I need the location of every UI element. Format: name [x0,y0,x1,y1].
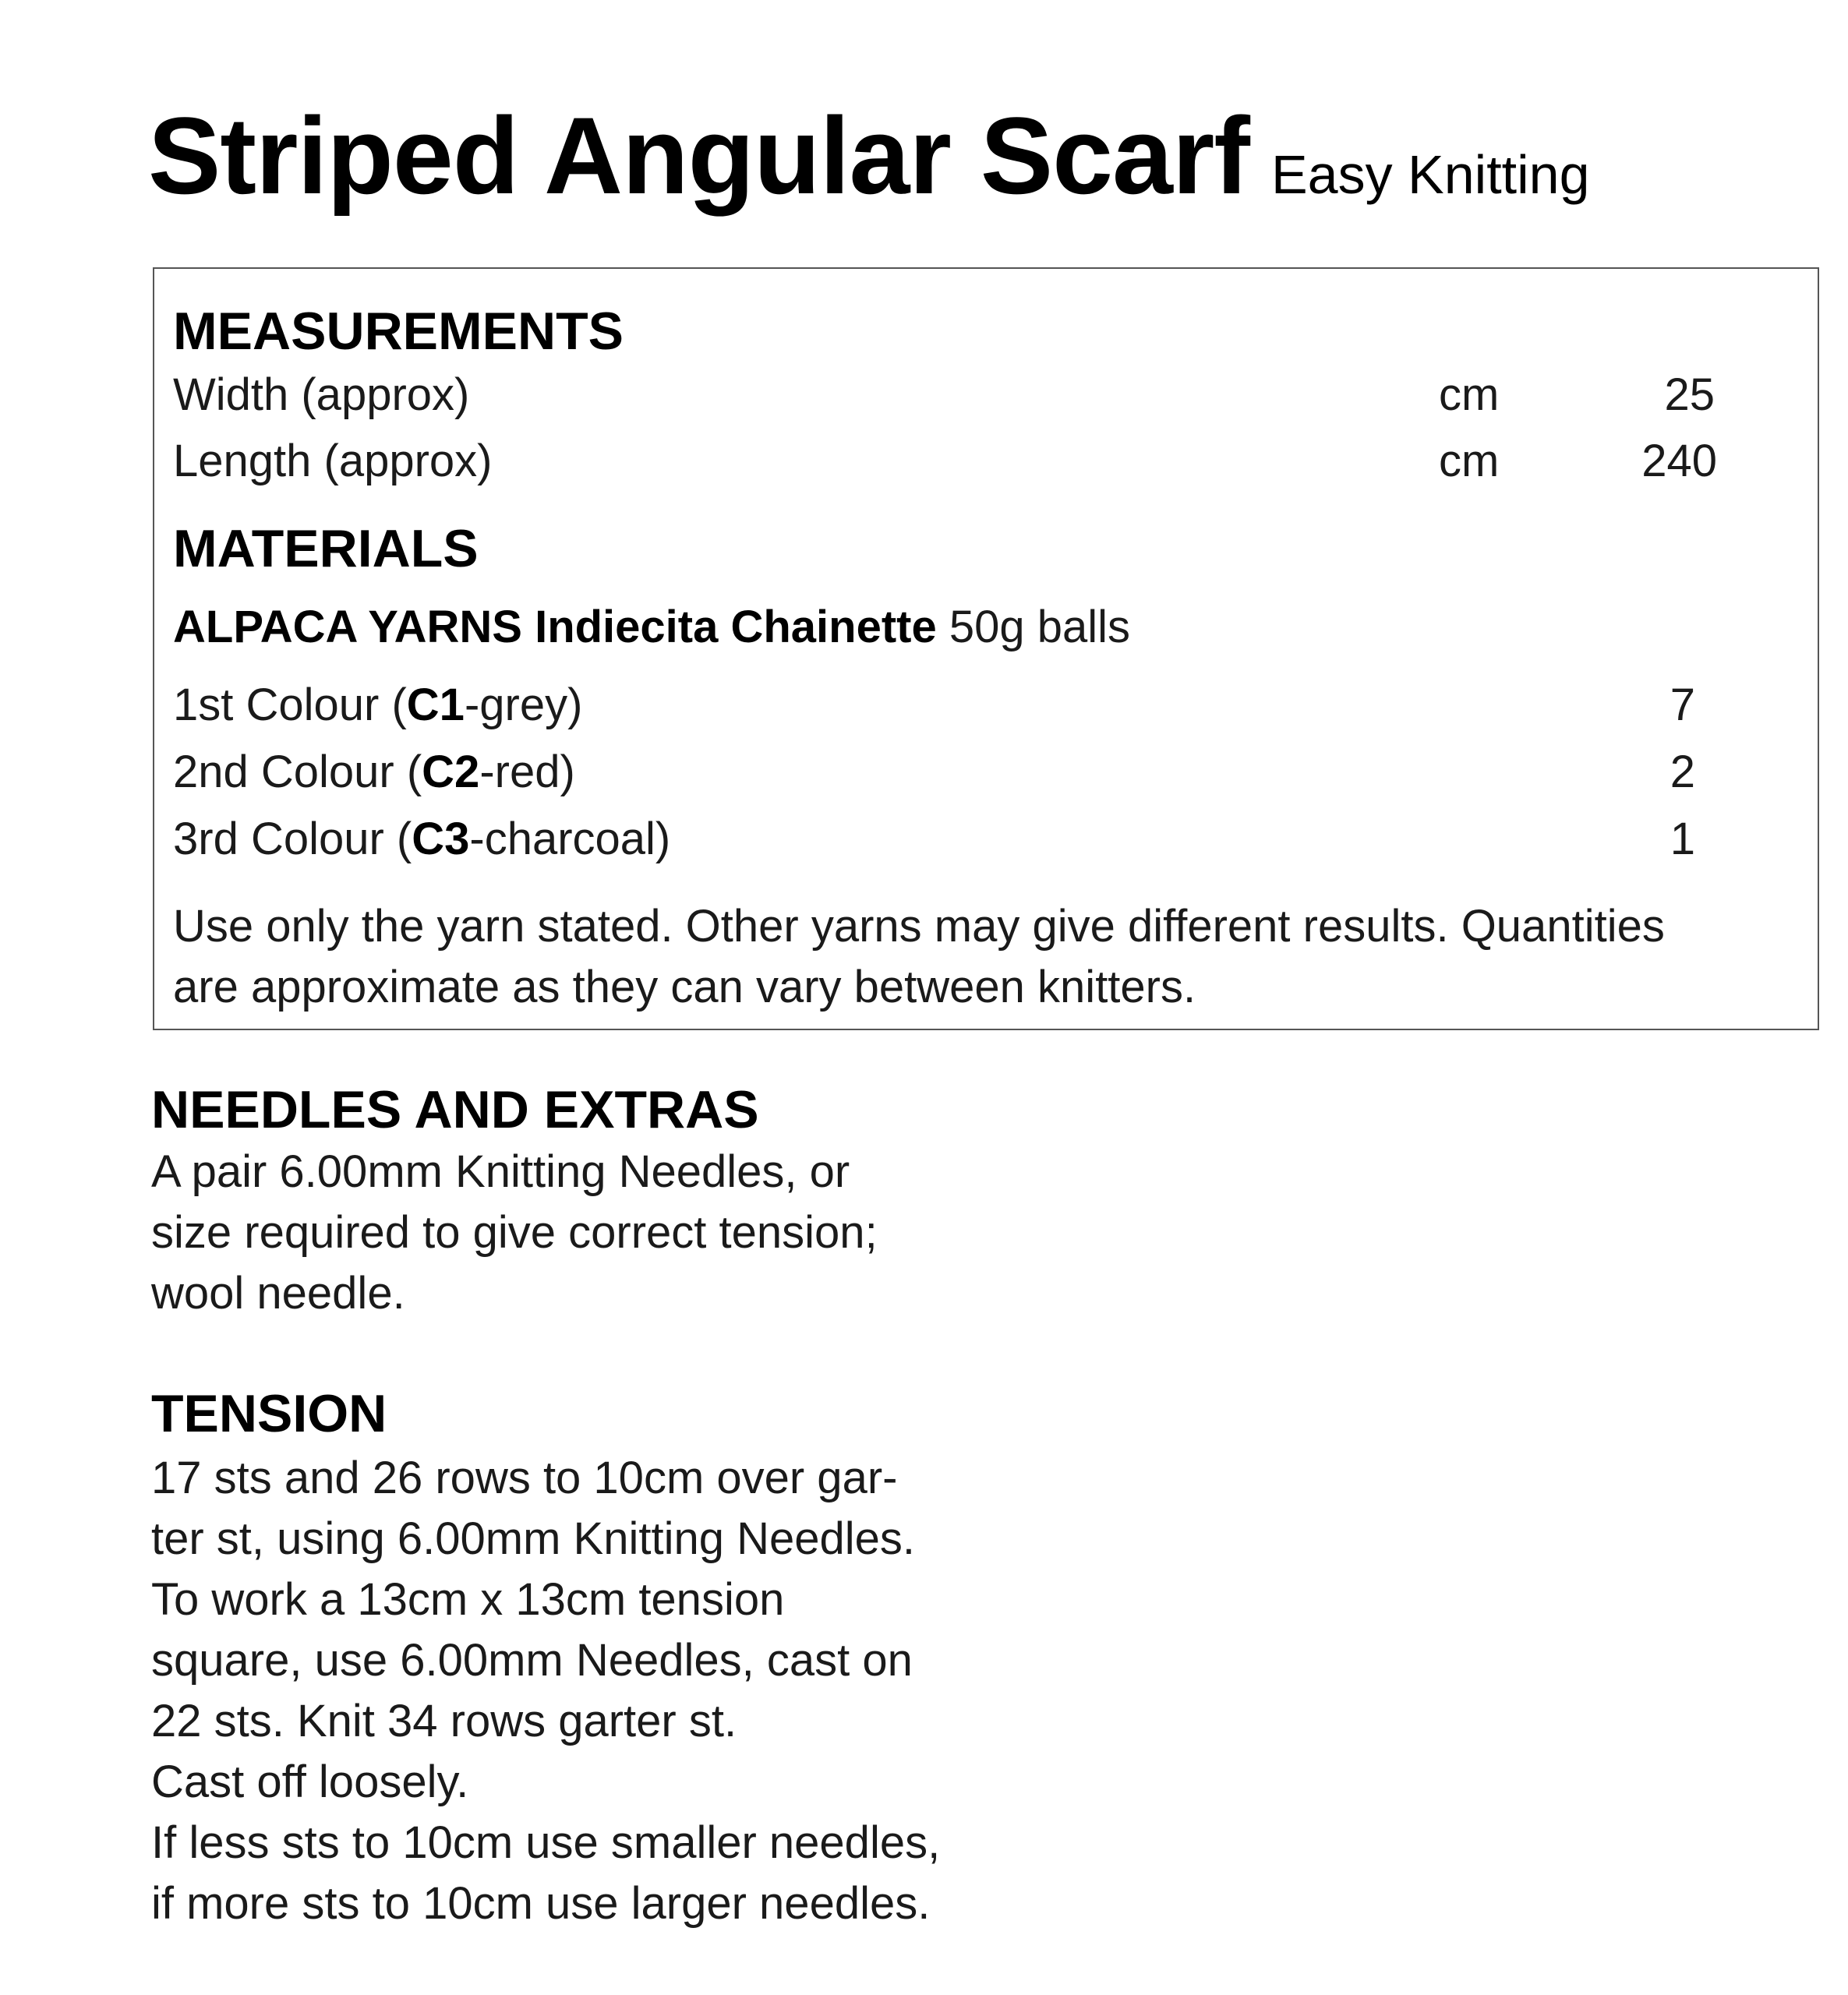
page-title [148,94,1590,217]
tension-line: 17 sts and 26 rows to 10cm over gar- [151,1453,898,1503]
measurements-heading: MEASUREMENTS [173,302,624,361]
colour-prefix: 1st Colour ( [173,680,407,730]
tension-text [151,1448,940,1934]
tension-line: If less sts to 10cm use smaller needles, [151,1817,941,1868]
length-label: Length (approx) [173,436,493,486]
needles-text [151,1142,878,1324]
tension-line: ter st, using 6.00mm Knitting Needles. [151,1513,916,1564]
colour-code: C2 [422,747,480,797]
length-unit: cm [1439,436,1500,486]
colour-row [173,680,583,730]
tension-line: 22 sts. Knit 34 rows garter st. [151,1696,737,1746]
colour-suffix: -grey) [464,680,583,730]
tension-line: square, use 6.00mm Needles, cast on [151,1635,913,1686]
width-unit: cm [1439,369,1500,420]
colour-suffix: -red) [479,747,575,797]
pattern-title: Striped Angular Scarf [148,94,1249,217]
tension-line: Cast off loosely. [151,1757,469,1807]
tension-line: To work a 13cm x 13cm tension [151,1574,785,1625]
yarn-note-line: are approximate as they can vary between knitters. [173,962,1196,1012]
colour-quantity: 2 [1670,747,1695,797]
needles-heading: NEEDLES AND EXTRAS [151,1080,759,1139]
tension-heading: TENSION [151,1384,387,1443]
materials-heading: MATERIALS [173,519,479,578]
yarn-ball-size: 50g balls [949,602,1131,652]
colour-quantity: 1 [1670,814,1695,864]
needles-line: A pair 6.00mm Knitting Needles, or [151,1146,850,1197]
needles-line: wool needle. [151,1268,405,1319]
colour-row [173,747,575,797]
yarn-line [173,602,1131,652]
colour-code: C1 [406,680,465,730]
colour-code: C3 [412,814,470,864]
colour-prefix: 3rd Colour ( [173,814,412,864]
colour-suffix: -charcoal) [469,814,671,864]
colour-prefix: 2nd Colour ( [173,747,422,797]
yarn-note [173,896,1665,1018]
width-value: 25 [1664,369,1715,420]
tension-line: if more sts to 10cm use larger needles. [151,1878,931,1929]
width-label: Width (approx) [173,369,470,420]
colour-quantity: 7 [1670,680,1695,730]
difficulty-label: Easy Knitting [1270,144,1590,205]
colour-row [173,814,671,864]
yarn-note-line: Use only the yarn stated. Other yarns may give different results. Quantities [173,901,1665,952]
length-value: 240 [1641,436,1717,486]
yarn-brand: ALPACA YARNS Indiecita Chainette [173,602,937,652]
needles-line: size required to give correct tension; [151,1207,878,1258]
